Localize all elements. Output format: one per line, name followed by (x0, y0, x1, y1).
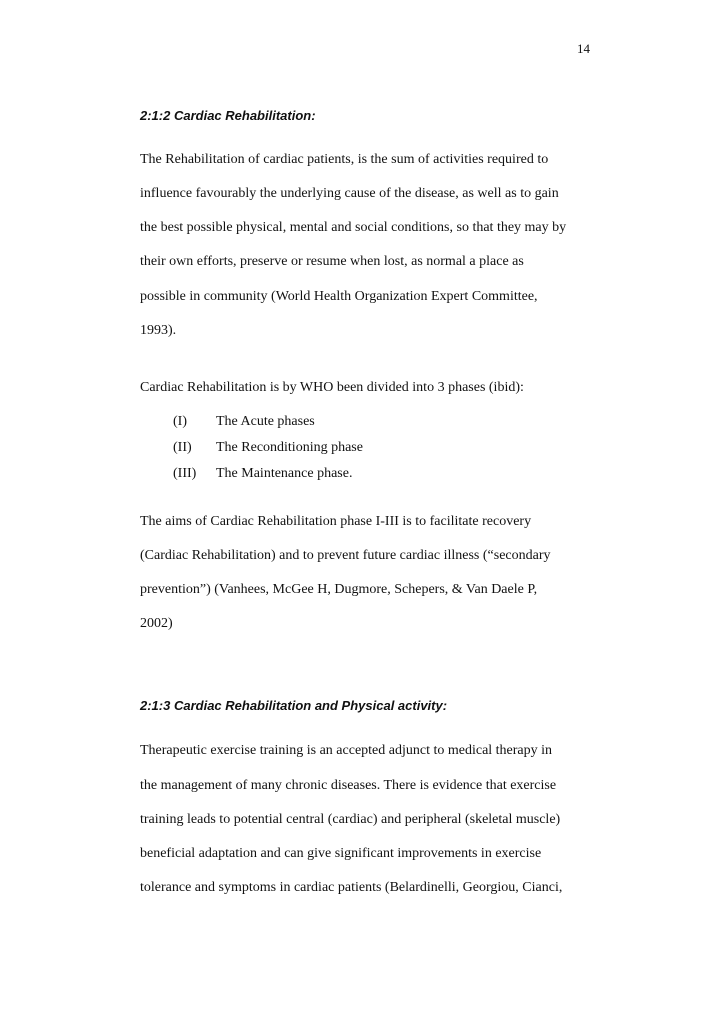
phase-label: The Maintenance phase. (216, 466, 353, 481)
paragraph-line: beneficial adaptation and can give significant improvements in exercise (140, 846, 542, 861)
paragraph-line: 2002) (140, 616, 173, 631)
paragraph-line: their own efforts, preserve or resume when lost, as normal a place as (140, 254, 524, 269)
phase-number: (III) (173, 466, 197, 481)
paragraph-line: training leads to potential central (cardiac) and peripheral (skeletal muscle) (140, 812, 561, 827)
paragraph-line: (Cardiac Rehabilitation) and to prevent future cardiac illness (“secondary (140, 548, 551, 563)
paragraph-line: tolerance and symptoms in cardiac patients (Belardinelli, Georgiou, Cianci, (140, 880, 563, 895)
paragraph-line: The Rehabilitation of cardiac patients, is the sum of activities required to (140, 152, 549, 167)
section-heading-cardiac-rehabilitation-physical-activity: 2:1:3 Cardiac Rehabilitation and Physical activity: (140, 698, 448, 713)
paragraph-line: the management of many chronic diseases. There is evidence that exercise (140, 778, 557, 793)
paragraph-line: 1993). (140, 323, 177, 338)
paragraph-line: influence favourably the underlying cause of the disease, as well as to gain (140, 186, 559, 201)
phase-label: The Acute phases (216, 414, 315, 429)
paragraph-line: the best possible physical, mental and social conditions, so that they may by (140, 220, 567, 235)
paragraph-line: Cardiac Rehabilitation is by WHO been divided into 3 phases (ibid): (140, 380, 524, 395)
phase-number: (I) (173, 414, 187, 429)
page-number: 14 (577, 41, 590, 56)
paragraph-line: possible in community (World Health Organization Expert Committee, (140, 289, 538, 304)
paragraph-line: Therapeutic exercise training is an accepted adjunct to medical therapy in (140, 743, 553, 758)
phase-label: The Reconditioning phase (216, 440, 363, 455)
paragraph-line: prevention”) (Vanhees, McGee H, Dugmore, Schepers, & Van Daele P, (140, 582, 538, 597)
paragraph-line: The aims of Cardiac Rehabilitation phase I-III is to facilitate recovery (140, 514, 532, 529)
phase-number: (II) (173, 440, 192, 455)
section-heading-cardiac-rehabilitation: 2:1:2 Cardiac Rehabilitation: (140, 108, 316, 123)
